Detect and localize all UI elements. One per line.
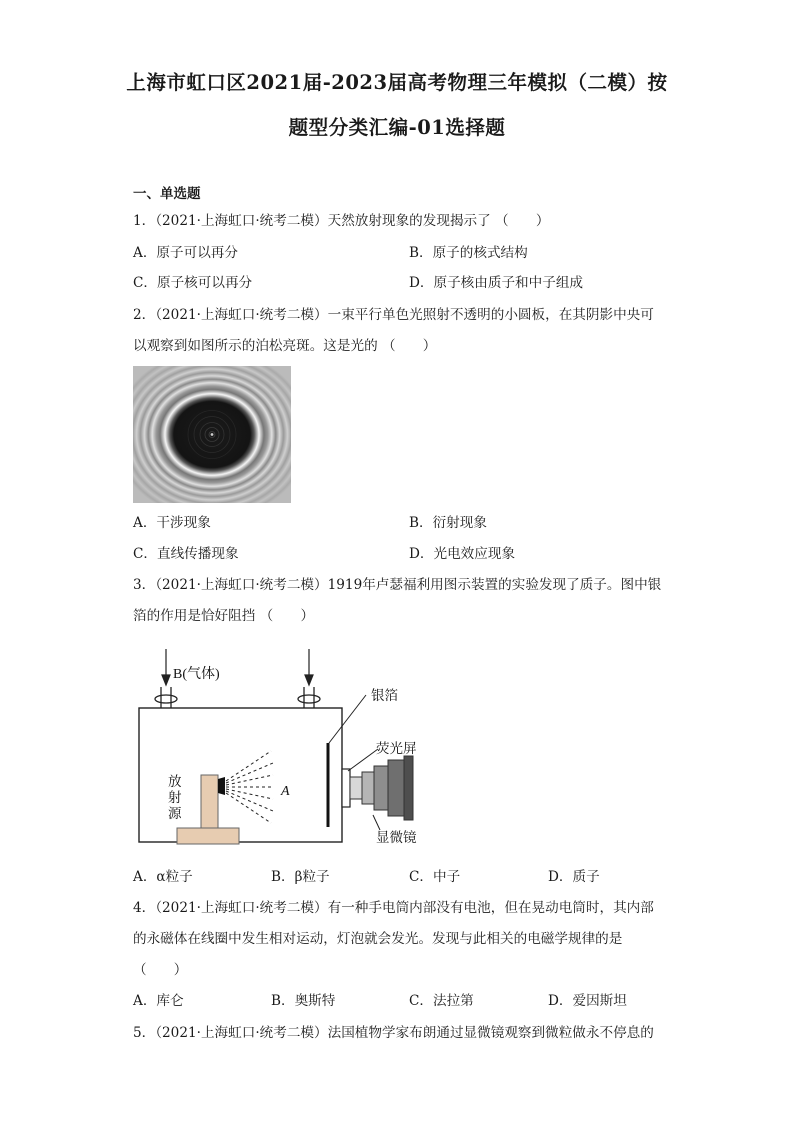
source-label-char-2: 射 <box>168 790 182 806</box>
poisson-spot-figure <box>133 366 291 503</box>
question-5-stem-line-1: 5．（2021·上海虹口·统考二模）法国植物学家布朗通过显微镜观察到微粒做永不停息的 <box>133 1025 654 1041</box>
question-4-stem-line-1: 4．（2021·上海虹口·统考二模）有一种手电筒内部没有电池，但在晃动电筒时，其内部 <box>133 900 654 916</box>
question-2-option-c: C．直线传播现象 <box>133 546 239 562</box>
microscope-label: 显微镜 <box>376 830 417 846</box>
question-3-option-d: D．质子 <box>548 869 600 885</box>
question-1-option-a: A．原子可以再分 <box>133 245 238 261</box>
question-3-stem-line-2: 箔的作用是恰好阻挡 （ ） <box>133 608 315 624</box>
question-4-stem-line-3: （ ） <box>133 962 188 978</box>
question-4-option-c: C．法拉第 <box>409 993 474 1009</box>
question-4-option-b: B．奥斯特 <box>271 993 336 1009</box>
source-label-char-1: 放 <box>168 774 182 790</box>
question-1-option-c: C．原子核可以再分 <box>133 275 253 291</box>
section-heading: 一、单选题 <box>133 186 201 202</box>
question-2-option-a: A．干涉现象 <box>133 515 211 531</box>
source-label-char-3: 源 <box>168 806 182 822</box>
foil-label: 银箔 <box>371 688 398 704</box>
gas-label: B(气体) <box>173 667 220 682</box>
microscope <box>350 756 413 820</box>
document-title-line-2: 题型分类汇编-01选择题 <box>288 116 506 139</box>
question-3-option-c: C．中子 <box>409 869 461 885</box>
question-2-option-b: B．衍射现象 <box>409 515 487 531</box>
question-3-stem-line-1: 3．（2021·上海虹口·统考二模）1919年卢瑟福利用图示装置的实验发现了质子。图中银 <box>133 577 662 593</box>
question-4-option-a: A．库仑 <box>133 993 184 1009</box>
question-4-stem-line-2: 的永磁体在线圈中发生相对运动，灯泡就会发光。发现与此相关的电磁学规律的是 <box>133 931 623 947</box>
question-2-option-d: D．光电效应现象 <box>409 546 516 562</box>
question-2-stem-line-2: 以观察到如图所示的泊松亮斑。这是光的 （ ） <box>133 338 437 354</box>
region-label: A <box>281 784 290 799</box>
rutherford-apparatus-figure <box>133 645 453 850</box>
question-2-stem-line-1: 2．（2021·上海虹口·统考二模）一束平行单色光照射不透明的小圆板，在其阴影中央可 <box>133 307 654 323</box>
screen-label: 荧光屏 <box>376 741 417 757</box>
question-1-stem: 1．（2021·上海虹口·统考二模）天然放射现象的发现揭示了 （ ） <box>133 213 550 229</box>
question-3-option-b: B．β粒子 <box>271 869 330 885</box>
question-1-option-d: D．原子核由质子和中子组成 <box>409 275 584 291</box>
question-1-option-b: B．原子的核式结构 <box>409 245 528 261</box>
fluorescent-screen <box>342 769 350 807</box>
document-title-line-1: 上海市虹口区2021届-2023届高考物理三年模拟（二模）按 <box>126 71 668 94</box>
question-4-option-d: D．爱因斯坦 <box>548 993 627 1009</box>
question-3-option-a: A．α粒子 <box>133 869 193 885</box>
